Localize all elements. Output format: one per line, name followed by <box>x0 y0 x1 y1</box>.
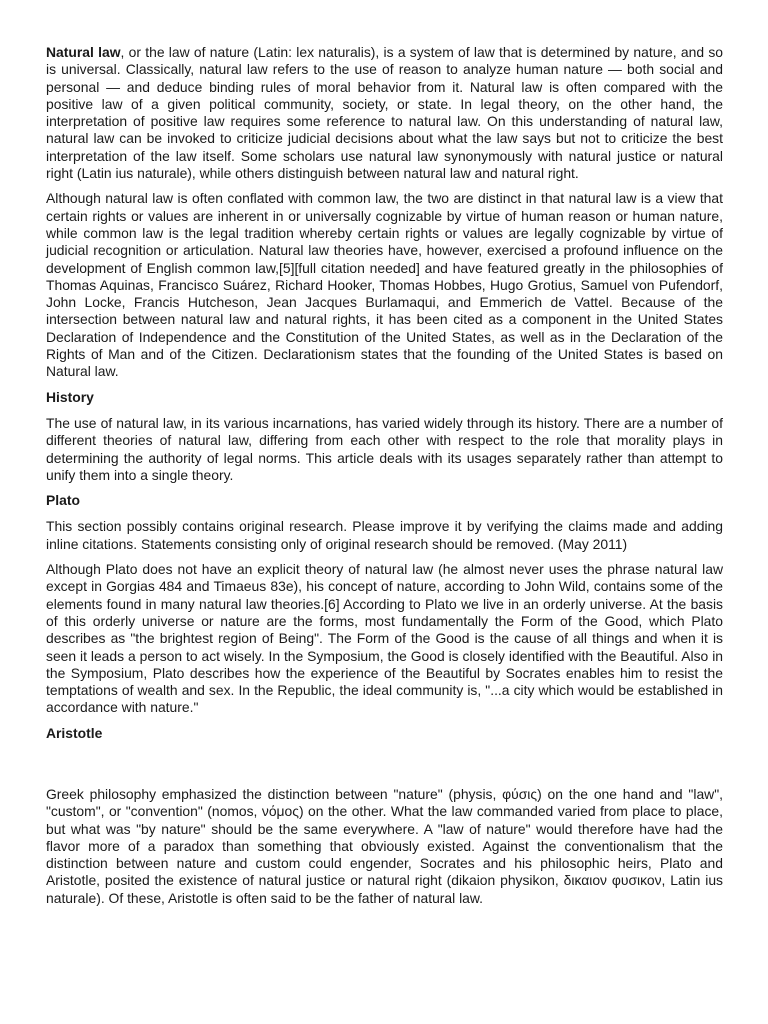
plato-paragraph: Although Plato does not have an explicit theory of natural law (he almost never uses the phrase natural law except in Gorgias 484 and Timaeus 83e), his concept of nature, according to John Wild, contains some of the elements found in many natural law theories.[6] According to Plato we live in an orderly universe. At the basis of this orderly universe or nature are the forms, most fundamentally the Form of the Good, which Plato describes as "the brightest region of Being". The Form of the Good is the cause of all things and when it is seen it leads a person to act wisely. In the Symposium, the Good is closely identified with the Beautiful. Also in the Symposium, Plato describes how the experience of the Beautiful by Socrates enables him to resist the temptations of wealth and sex. In the Republic, the ideal community is, "...a city which would be established in accordance with nature." <box>46 561 723 716</box>
common-law-paragraph: Although natural law is often conflated with common law, the two are distinct in that natural law is a view that certain rights or values are inherent in or universally cognizable by virtue of human reason or human nature, while common law is the legal tradition whereby certain rights or values are legally cognizable by virtue of judicial recognition or articulation. Natural law theories have, however, exercised a profound influence on the development of English common law,[5][full citation needed] and have featured greatly in the philosophies of Thomas Aquinas, Francisco Suárez, Richard Hooker, Thomas Hobbes, Hugo Grotius, Samuel von Pufendorf, John Locke, Francis Hutcheson, Jean Jacques Burlamaqui, and Emmerich de Vattel. Because of the intersection between natural law and natural rights, it has been cited as a component in the United States Declaration of Independence and the Constitution of the United States, as well as in the Declaration of the Rights of Man and of the Citizen. Declarationism states that the founding of the United States is based on Natural law. <box>46 190 723 380</box>
intro-paragraph <box>46 44 723 182</box>
intro-text: , or the law of nature (Latin: lex naturalis), is a system of law that is determined by nature, and so is universal. Classically, natural law refers to the use of reason to analyze human nature — both social and personal — and deduce binding rules of moral behavior from it. Natural law is often compared with the positive law of a given political community, society, or state. In legal theory, on the other hand, the interpretation of positive law requires some reference to natural law. On this understanding of natural law, natural law can be invoked to criticize judicial decisions about what the law says but not to criticize the best interpretation of the law itself. Some scholars use natural law synonymously with natural justice or natural right (Latin ius naturale), while others distinguish between natural law and natural right. <box>46 44 723 182</box>
history-paragraph: The use of natural law, in its various incarnations, has varied widely through its history. There are a number of different theories of natural law, differing from each other with respect to the role that morality plays in determining the authority of legal norms. This article deals with its usages separately rather than attempt to unify them into a single theory. <box>46 414 723 483</box>
plato-notice: This section possibly contains original research. Please improve it by verifying the claims made and adding inline citations. Statements consisting only of original research should be removed. (May 2011) <box>46 518 723 552</box>
aristotle-heading: Aristotle <box>46 724 103 741</box>
history-heading: History <box>46 388 94 405</box>
document-page <box>46 44 723 915</box>
lead-term: Natural law <box>46 44 121 60</box>
section-spacer <box>46 751 723 786</box>
aristotle-paragraph: Greek philosophy emphasized the distinction between "nature" (physis, φύσις) on the one hand and "law", "custom", or "convention" (nomos, νόμος) on the other. What the law commanded varied from place to place, but what was "by nature" should be the same everywhere. A "law of nature" would therefore have had the flavor more of a paradox than something that obviously existed. Against the conventionalism that the distinction between nature and custom could engender, Socrates and his philosophic heirs, Plato and Aristotle, posited the existence of natural justice or natural right (dikaion physikon, δικαιον φυσικον, Latin ius naturale). Of these, Aristotle is often said to be the father of natural law. <box>46 785 723 906</box>
plato-heading: Plato <box>46 492 80 509</box>
